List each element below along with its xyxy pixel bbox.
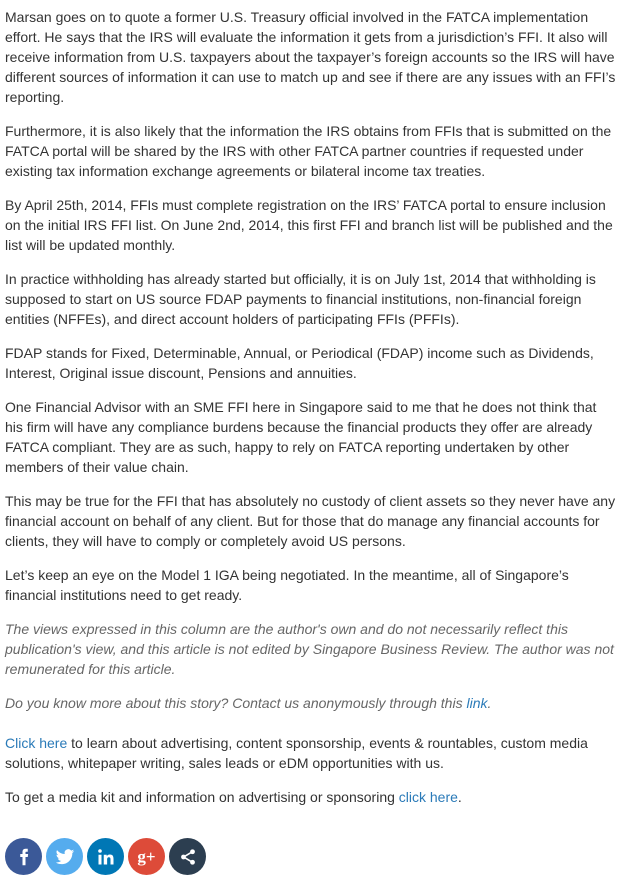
- twitter-icon: [55, 847, 75, 867]
- article-paragraph: Let’s keep an eye on the Model 1 IGA being negotiated. In the meantime, all of Singapore’s financial institutions need to get ready.: [5, 567, 569, 603]
- facebook-share-button[interactable]: [5, 838, 42, 875]
- article-paragraph: One Financial Advisor with an SME FFI here in Singapore said to me that he does not think that his firm will have any compliance burdens because the financial products they offer are already FATCA compliant. They are as such, happy to rely on FATCA reporting undertaken by other members of their value chain.: [5, 399, 597, 475]
- article-paragraph: Furthermore, it is also likely that the information the IRS obtains from FFIs that is submitted on the FATCA portal will be shared by the IRS with other FATCA partner countries if requested under existing tax information exchange agreements or bilateral income tax treaties.: [5, 123, 612, 179]
- advertising-info: [5, 733, 617, 773]
- article-paragraph: In practice withholding has already started but officially, it is on July 1st, 2014 that withholding is supposed to start on US source FDAP payments to financial institutions, non-financial foreign entities (NFFEs), and direct account holders of participating FFIs (PFFIs).: [5, 271, 596, 327]
- linkedin-icon: [97, 848, 115, 866]
- media-kit-info: [5, 787, 617, 807]
- social-share-bar: [5, 838, 206, 875]
- article-paragraph: By April 25th, 2014, FFIs must complete registration on the IRS’ FATCA portal to ensure inclusion on the initial IRS FFI list. On June 2nd, 2014, this first FFI and branch list will be published and the list will be updated monthly.: [5, 197, 613, 253]
- more-share-button[interactable]: [169, 838, 206, 875]
- advertising-text: to learn about advertising, content sponsorship, events & rountables, custom media solutions, whitepaper writing, sales leads or eDM opportunities with us.: [5, 735, 588, 771]
- article-paragraph: This may be true for the FFI that has absolutely no custody of client assets so they never have any financial account on behalf of any client. But for those that do manage any financial accounts for clients, they will have to comply or completely avoid US persons.: [5, 493, 616, 549]
- story-tip: [5, 693, 617, 713]
- linkedin-share-button[interactable]: [87, 838, 124, 875]
- google-plus-share-button[interactable]: [128, 838, 165, 875]
- article-paragraph: FDAP stands for Fixed, Determinable, Annual, or Periodical (FDAP) income such as Dividends, Interest, Original issue discount, Pensions and annuities.: [5, 345, 594, 381]
- media-kit-end: .: [457, 789, 462, 805]
- author-disclaimer: The views expressed in this column are the author's own and do not necessarily reflect this publication's view, and this article is not edited by Singapore Business Review. The author was not remunerated for this article.: [5, 621, 614, 677]
- twitter-share-button[interactable]: [46, 838, 83, 875]
- story-tip-end: .: [487, 695, 492, 711]
- facebook-icon: [15, 848, 33, 866]
- article-paragraph: Marsan goes on to quote a former U.S. Treasury official involved in the FATCA implementation effort. He says that the IRS will evaluate the information it gets from a jurisdiction’s FFI. It also will receive information from U.S. taxpayers about the taxpayer’s foreign accounts so the IRS will have different sources of information it can use to match up and see if there are any issues with an FFI’s reporting.: [5, 9, 616, 105]
- article-body: [5, 7, 617, 821]
- contact-link[interactable]: link: [466, 695, 488, 711]
- advertising-link[interactable]: Click here: [5, 735, 68, 751]
- share-icon: [179, 848, 197, 866]
- media-kit-link[interactable]: click here: [398, 789, 458, 805]
- google-plus-icon: g+: [137, 847, 156, 866]
- media-kit-text: To get a media kit and information on advertising or sponsoring: [5, 789, 399, 805]
- story-tip-text: Do you know more about this story? Contact us anonymously through this: [5, 695, 467, 711]
